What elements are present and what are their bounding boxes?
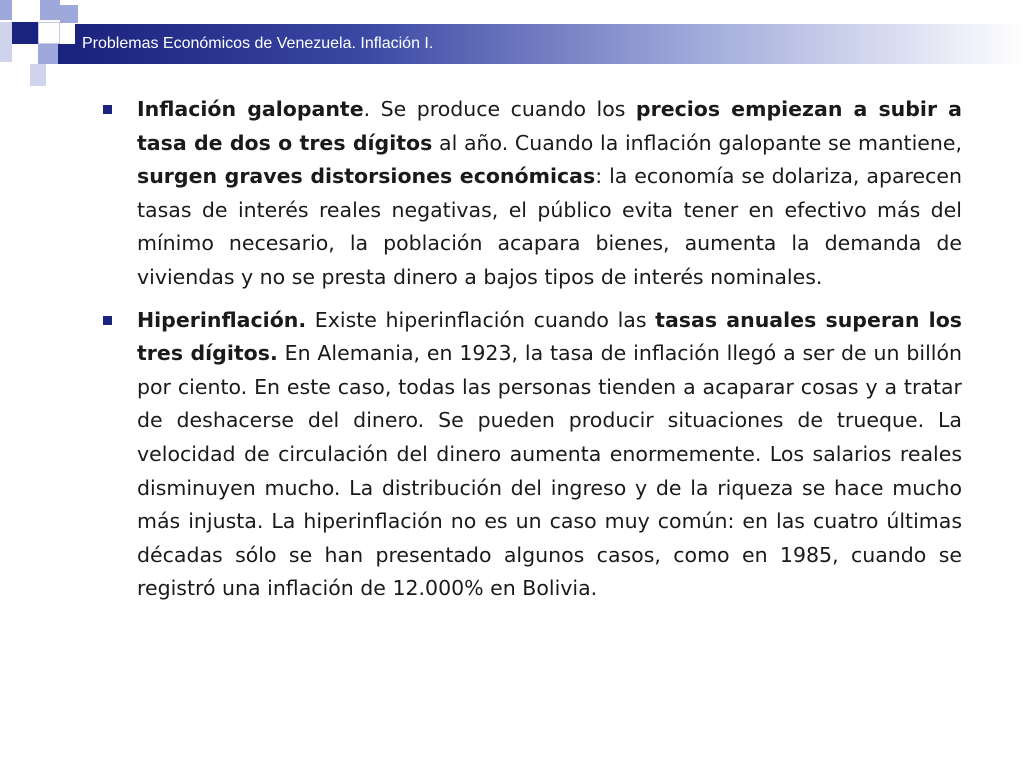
text-segment: : la economía se dolariza, aparecen tasas de interés reales negativas, el público evita tener en efectivo más del mínimo necesario, la población acapara bienes, aumenta la demanda de viviendas y no se presta dinero a bajos tipos de interés nominales. bbox=[137, 164, 962, 289]
slide-title: Problemas Económicos de Venezuela. Inflación I. bbox=[82, 35, 434, 52]
emphasis-text: surgen graves distorsiones económicas bbox=[137, 164, 596, 189]
emphasis-text: tasas anuales superan los tres dígitos. bbox=[137, 307, 962, 366]
decor-square bbox=[0, 22, 12, 62]
text-segment: al año. Cuando la inflación galopante se mantiene, bbox=[432, 130, 963, 155]
square-bullet-icon bbox=[103, 316, 112, 325]
decor-square bbox=[40, 0, 60, 20]
term-galloping-inflation: Inflación galopante bbox=[137, 97, 364, 121]
bullet-hyperinflation bbox=[100, 304, 962, 606]
text-segment: En Alemania, en 1923, la tasa de inflación llegó a ser de un billón por ciento. En este caso, todas las personas tienden a acaparar cosas y a tratar de deshacerse del dinero. Se pueden producir situaciones de trueque. La velocidad de circulación del dinero aumenta enormemente. Los salarios reales disminuyen mucho. La distribución del ingreso y de la riqueza se hace mucho más injusta. La hiperinflación no es un caso muy común: en las cuatro últimas décadas sólo se han presentado algunos casos, como en 1985, cuando se registró una inflación de 12.000% en Bolivia. bbox=[137, 341, 962, 601]
slide-body bbox=[100, 93, 962, 615]
text-segment: . Se produce cuando los bbox=[363, 97, 636, 121]
square-bullet-icon bbox=[103, 105, 112, 114]
decor-square bbox=[0, 0, 12, 20]
decor-square bbox=[58, 44, 76, 64]
bullet-galloping-inflation bbox=[100, 93, 962, 295]
term-hyperinflation: Hiperinflación. bbox=[137, 307, 307, 332]
decor-square bbox=[30, 64, 46, 86]
text-segment: Existe hiperinflación cuando las bbox=[306, 307, 656, 332]
decor-square bbox=[60, 5, 78, 23]
decor-square bbox=[12, 22, 38, 44]
decor-square bbox=[38, 22, 60, 44]
decor-square bbox=[38, 44, 58, 64]
emphasis-text: precios empiezan a subir a tasa de dos o tres dígitos bbox=[137, 97, 962, 155]
